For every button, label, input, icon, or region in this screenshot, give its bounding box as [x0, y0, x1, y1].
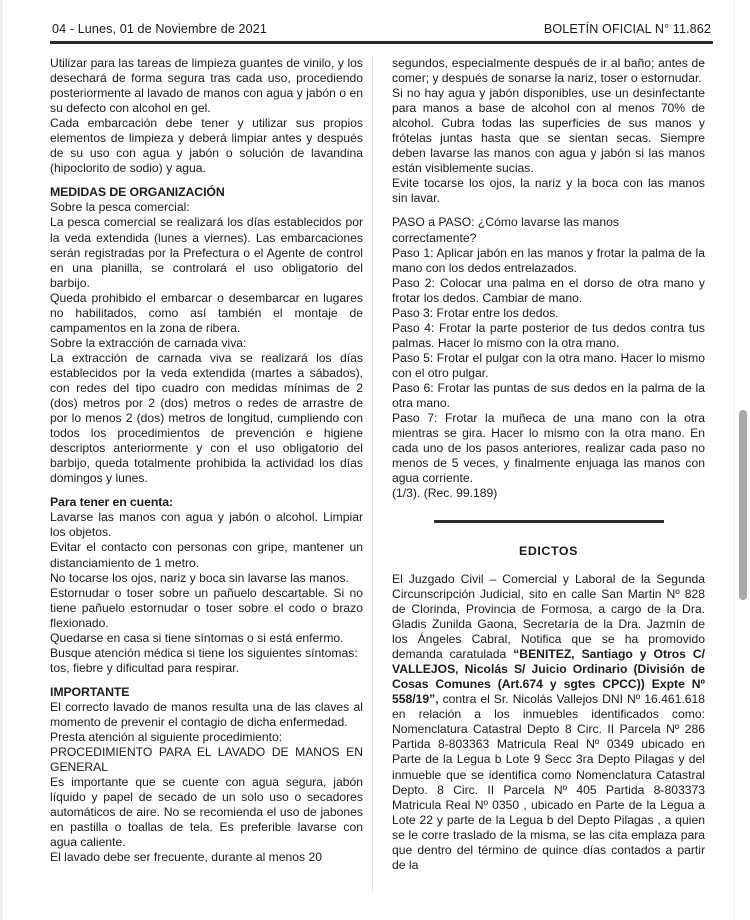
paragraph: Es importante que se cuente con agua segura, jabón líquido y papel de secado de un solo uso o secadores automáticos de aire. No se recomienda el uso de jabones en pastilla o toallas de tela. Es preferible lavarse con agua caliente.: [50, 775, 363, 850]
header-rule: [50, 41, 713, 44]
scrollbar-track[interactable]: [734, 0, 750, 920]
paragraph: Sobre la pesca comercial:: [50, 200, 190, 215]
paragraph: Si no hay agua y jabón disponibles, use un desinfectante para manos a base de alcohol con al menos 70% de alcohol. Cubra todas las superficies de sus manos y frótelas juntas hasta que se sientan secas. Siempre deben lavarse las manos con agua y jabón si las manos están visiblemente sucias.: [392, 86, 705, 176]
edictos-case-title: “BENITEZ, Santiago y Otros C/ VALLEJOS, Nicolás S/ Juicio Ordinario (División de Cosas Comunes (Art.674 y sgtes CPCC)) Expte Nº 558/19”,: [392, 647, 705, 707]
right-column: [383, 56, 705, 892]
two-column-layout: [50, 56, 713, 892]
paragraph: Presta atención al siguiente procedimiento:: [50, 730, 283, 745]
left-column: [50, 56, 372, 892]
edictos-title: EDICTOS: [518, 543, 579, 558]
paragraph: Cada embarcación debe tener y utilizar sus propios elementos de limpieza y deberá limpiar antes y después de su uso con agua y jabón o solución de lavandina (hipoclorito de sodio) y agua.: [50, 116, 363, 176]
paragraph: Lavarse las manos con agua y jabón o alcohol. Limpiar los objetos.: [50, 510, 363, 540]
paragraph: Sobre la extracción de carnada viva:: [50, 335, 247, 350]
paragraph: PROCEDIMIENTO PARA EL LAVADO DE MANOS EN GENERAL: [50, 745, 363, 775]
paragraph-continued: segundos, especialmente después de ir al baño; antes de comer; y después de sonarse la nariz, toser o estornudar.: [392, 56, 705, 86]
paragraph: Quedarse en casa si tiene síntomas o si está enfermo.: [50, 630, 344, 645]
page-folio: 04 - Lunes, 01 de Noviembre de 2021: [52, 22, 267, 36]
page-content: [50, 22, 713, 902]
paso-step: Paso 4: Frotar la parte posterior de tus dedos contra tus palmas. Hacer lo mismo con la otra mano.: [392, 320, 705, 350]
paso-step: Paso 6: Frotar las puntas de sus dedos en la palma de la otra mano.: [392, 380, 705, 411]
section-heading-medidas: MEDIDAS DE ORGANIZACIÓN: [50, 185, 225, 200]
edictos-text-intro: El Juzgado Civil – Comercial y Laboral de la Segunda Circunscripción Judicial, sito en calle San Martin Nº 828 de Clorinda, Provincia de Formosa, a cargo de la Dra. Gladis Zunilda Gaona, Secretaría de la Dra. Jazmín de los Ángeles Cabral, Notifica que se ha promovido demanda caratulada: [392, 571, 705, 662]
scrollbar-thumb[interactable]: [739, 410, 747, 600]
paragraph: No tocarse los ojos, nariz y boca sin lavarse las manos.: [50, 570, 349, 585]
paso-a-paso-intro: PASO a PASO: ¿Cómo lavarse las manos correctamente?: [392, 215, 619, 245]
paragraph: Queda prohibido el embarcar o desembarcar en lugares no habilitados, como así también el montaje de campamentos en la zona de ribera.: [50, 290, 363, 335]
paragraph: Evite tocarse los ojos, la nariz y la boca con las manos sin lavar.: [392, 176, 705, 206]
paragraph-continues: El lavado debe ser frecuente, durante al menos 20: [50, 850, 322, 865]
paso-step: Paso 5: Frotar el pulgar con la otra mano. Hacer lo mismo con el otro pulgar.: [392, 350, 705, 380]
paragraph: El correcto lavado de manos resulta una de las claves al momento de prevenir el contagio de dicha enfermedad.: [50, 699, 363, 729]
page-header: [50, 22, 713, 40]
section-heading-cuenta: Para tener en cuenta:: [50, 495, 173, 510]
column-divider: [372, 56, 373, 892]
section-heading-importante: IMPORTANTE: [50, 684, 130, 699]
edictos-body: [392, 572, 705, 873]
paragraph: Busque atención médica si tiene los siguientes síntomas: tos, fiebre y dificultad para respirar.: [50, 645, 358, 675]
paso-step: Paso 1: Aplicar jabón en las manos y frotar la palma de la mano con los dedos entrelazados.: [392, 245, 705, 275]
bulletin-number: BOLETÍN OFICIAL N° 11.862: [543, 22, 711, 36]
edictos-divider-rule: [434, 520, 664, 523]
edictos-text-rest: contra el Sr. Nicolás Vallejos DNI Nº 16.461.618 en relación a los inmuebles identificados como: Nomenclatura Catastral Depto 8 Circ. II Parcela Nº 286 Partida 8-803363 Matricula Real Nº 0349 ubicado en Parte de la Legua b Lote 9 Secc 3ra Depto Pilagas y del inmueble que se identifica como Nomenclatura Catastral Depto. 8 Circ. II Parcela Nº 405 Partida 8-803373 Matricula Real Nº 0350 , ubicado en Parte de la Legua a Lote 22 y parte de la Legua b del Depto Pilagas , a quien se le corre traslado de la misma, se las cita emplaza para que dentro del término de quince días contados a partir de la: [392, 692, 705, 872]
reference-code: (1/3). (Rec. 99.189): [392, 486, 498, 501]
paso-step: Paso 2: Colocar una palma en el dorso de otra mano y frotar los dedos. Cambiar de mano.: [392, 275, 705, 305]
paragraph: Evitar el contacto con personas con gripe, mantener un distanciamiento de 1 metro.: [50, 540, 363, 570]
paragraph: La extracción de carnada viva se realizará los días establecidos por la veda extendida (martes a sábados), con redes del tipo cuadro con medidas mínimas de 2 (dos) metros por 2 (dos) metros o redes de arrastre de por lo menos 2 (dos) metros de longitud, cumpliendo con todos los procedimientos de prevención e higiene descriptos anteriormente y con el uso obligatorio del barbijo, queda totalmente prohibida la actividad los días domingos y lunes.: [50, 350, 363, 486]
paragraph: La pesca comercial se realizará los días establecidos por la veda extendida (lunes a viernes). Las embarcaciones serán registradas por la Prefectura o el Agente de control en una planilla, se controlará el uso obligatorio del barbijo.: [50, 215, 363, 290]
paragraph: Utilizar para las tareas de limpieza guantes de vinilo, y los desechará de forma segura tras cada uso, procediendo posteriormente al lavado de manos con agua y jabón o en su defecto con alcohol en gel.: [50, 56, 363, 116]
paragraph: Estornudar o toser sobre un pañuelo descartable. Si no tiene pañuelo estornudar o toser sobre el codo o brazo flexionado.: [50, 585, 363, 630]
paso-step: Paso 3: Frotar entre los dedos.: [392, 305, 559, 320]
paso-step: Paso 7: Frotar la muñeca de una mano con la otra mientras se gira. Hacer lo mismo con la otra mano. En cada uno de los pasos anteriores, realizar cada paso no menos de 5 veces, y finalmente enjuaga las manos con agua corriente.: [392, 411, 705, 486]
